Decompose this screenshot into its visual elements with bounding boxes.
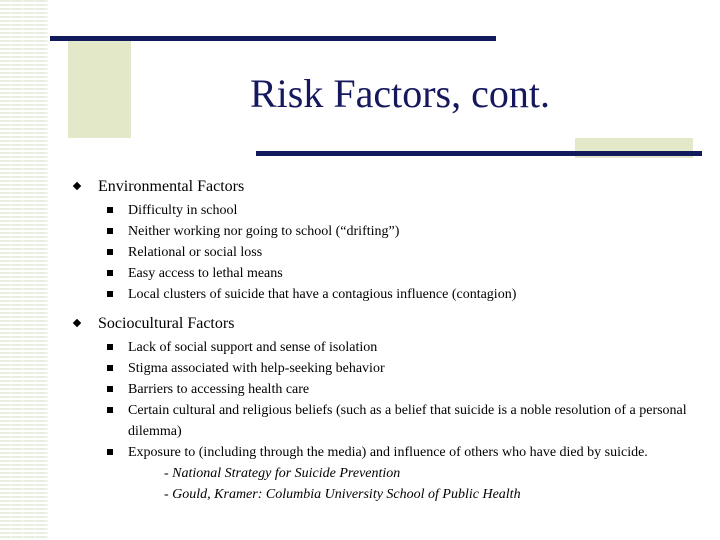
slide-title: Risk Factors, cont.: [250, 71, 550, 116]
list-item: [128, 242, 692, 263]
decor-block-top: [68, 40, 131, 138]
square-bullet-icon: [107, 365, 113, 371]
square-bullet-icon: [107, 207, 113, 213]
square-bullet-icon: [107, 407, 113, 413]
list-item: [128, 284, 692, 305]
list-item-text: Neither working nor going to school (“drifting”): [128, 224, 400, 239]
source-citation: - Gould, Kramer: Columbia University School of Public Health: [164, 487, 521, 502]
section-heading-text: Environmental Factors: [98, 178, 245, 195]
list-item-text: Exposure to (including through the media) and influence of others who have died by suicide.: [128, 445, 648, 460]
list-item: [128, 337, 692, 358]
list-item-text: Certain cultural and religious beliefs (such as a belief that suicide is a noble resolution of a personal dilemma): [128, 403, 687, 439]
list-item-text: Easy access to lethal means: [128, 266, 283, 281]
list-item-text: Barriers to accessing health care: [128, 382, 310, 397]
list-item-text: Lack of social support and sense of isolation: [128, 340, 378, 355]
left-stripe-overlay: [0, 0, 48, 540]
list-item: [128, 221, 692, 242]
section-sociocultural: [72, 313, 692, 505]
bullet-list: [72, 200, 692, 305]
diamond-bullet-icon: [73, 182, 81, 190]
list-item: [128, 200, 692, 221]
section-environmental: [72, 176, 692, 305]
slide-body: [72, 176, 692, 513]
list-item-text: Stigma associated with help-seeking behavior: [128, 361, 385, 376]
source-citation: - National Strategy for Suicide Prevention: [164, 466, 401, 481]
bullet-list: [72, 337, 692, 463]
section-heading: [72, 313, 692, 335]
list-item: [128, 379, 692, 400]
square-bullet-icon: [107, 449, 113, 455]
square-bullet-icon: [107, 270, 113, 276]
accent-bar-top: [50, 36, 496, 41]
square-bullet-icon: [107, 386, 113, 392]
list-item: [128, 400, 692, 442]
list-item-text: Difficulty in school: [128, 203, 238, 218]
list-item: [128, 263, 692, 284]
section-heading: [72, 176, 692, 198]
square-bullet-icon: [107, 291, 113, 297]
list-item: [128, 358, 692, 379]
accent-bar-mid: [256, 151, 702, 156]
diamond-bullet-icon: [73, 319, 81, 327]
square-bullet-icon: [107, 249, 113, 255]
square-bullet-icon: [107, 344, 113, 350]
list-item: [128, 442, 692, 463]
section-heading-text: Sociocultural Factors: [98, 315, 235, 332]
list-item-text: Local clusters of suicide that have a contagious influence (contagion): [128, 287, 517, 302]
list-item-text: Relational or social loss: [128, 245, 263, 260]
square-bullet-icon: [107, 228, 113, 234]
